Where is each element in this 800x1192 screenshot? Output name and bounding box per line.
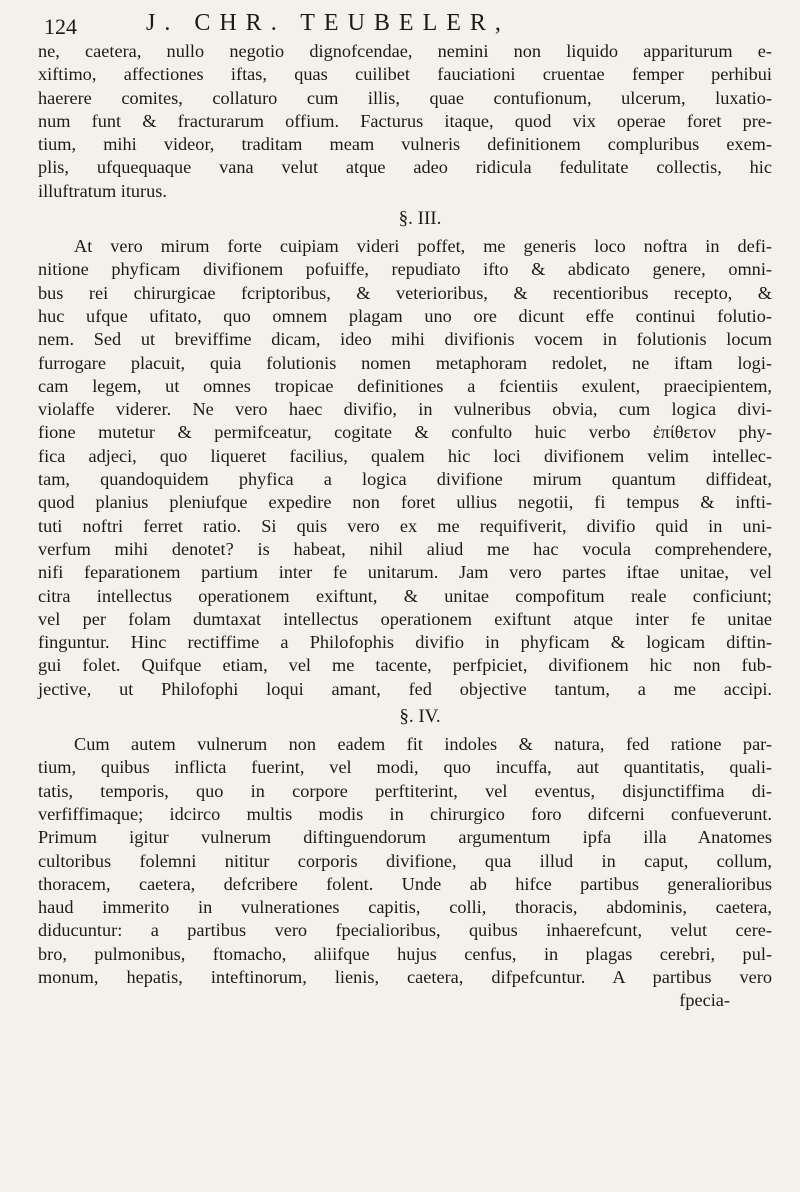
text-line: num funt & fracturarum offium. Facturus itaque, quod vix operae foret pre- (38, 110, 772, 131)
text-line: fione mutetur & permifceatur, cogitate & confulto huic verbo ἐπίθετον phy- (38, 422, 772, 443)
section-heading: §. III. (398, 208, 442, 230)
text-line: nifi feparationem partium inter fe unitarum. Jam vero partes iftae unitae, vel (38, 562, 772, 583)
text-line: ne, caetera, nullo negotio dignofcendae, nemini non liquido appariturum e- (38, 41, 772, 61)
text-line: monum, hepatis, inteftinorum, lienis, caetera, difpefcuntur. A partibus vero (38, 966, 772, 987)
text-line: Primum igitur vulnerum diftinguendorum argumentum ipfa illa Anatomes (38, 827, 772, 848)
text-line: tium, mihi videor, traditam meam vulneris definitionem compluribus exem- (38, 134, 772, 155)
text-line: bus rei chirurgicae fcriptoribus, & veterioribus, & recentioribus recepto, & (38, 282, 772, 303)
text-line: At vero mirum forte cuipiam videri poffet, me generis loco noftra in defi- (74, 236, 772, 257)
catchword: fpecia- (679, 990, 730, 1011)
text-line: furrogare placuit, quia folutionis nomen metaphoram redolet, ne iftam logi- (38, 352, 772, 373)
page-number: 124 (44, 14, 77, 39)
text-line: haud immerito in vulnerationes capitis, colli, thoracis, abdominis, caetera, (38, 897, 772, 918)
text-line: thoracem, caetera, defcribere folent. Unde ab hifce partibus generalioribus (38, 873, 772, 894)
text-line: bro, pulmonibus, ftomacho, aliifque hujus cenfus, in plagas cerebri, pul- (38, 943, 772, 964)
text-line: fica adjeci, quo liqueret facilius, qualem hic loci divifionem velim intellec- (38, 445, 772, 466)
text-line: verfiffimaque; idcirco multis modis in chirurgico foro difcerni confueverunt. (38, 803, 772, 824)
text-line: vel per folam dumtaxat intellectus operationem exiftunt atque inter fe unitae (38, 608, 772, 629)
running-head: J. CHR. TEUBELER, (146, 10, 510, 36)
text-line: finguntur. Hinc rectiffime a Philofophis divifio in phyficam & logicam diftin- (38, 632, 772, 653)
text-line: citra intellectus operationem exiftunt, & unitae compofitum reale conficiunt; (38, 585, 772, 606)
page-header (44, 6, 764, 40)
text-line: illuftratum iturus. (38, 180, 167, 201)
text-line: violaffe viderer. Ne vero haec divifio, in vulneribus obvia, cum logica divi- (38, 399, 772, 420)
text-line: plis, ufquequaque vana velut atque adeo ridicula fedulitate collectis, hic (38, 157, 772, 178)
text-line: nitione phyficam divifionem pofuiffe, repudiato ifto & abdicato genere, omni- (38, 259, 772, 280)
text-line: diducuntur: a partibus vero fpecialioribus, quibus inhaerefcunt, velut cere- (38, 920, 772, 941)
text-line: verfum mihi denotet? is habeat, nihil aliud me hac vocula comprehendere, (38, 538, 772, 559)
text-line: gui folet. Quifque etiam, vel me tacente, perfpiciet, divifionem hic non fub- (38, 655, 772, 676)
text-line: tuti noftri ferret ratio. Si quis vero ex me requifiverit, divifio quid in uni- (38, 515, 772, 536)
section-heading: §. IV. (399, 706, 441, 728)
text-line: quod planius pleniufque expedire non foret ullius negotii, fi tempus & infti- (38, 492, 772, 513)
text-line: xiftimo, affectiones iftas, quas cuilibet fauciationi cruentae femper perhibui (38, 64, 772, 85)
text-line: tatis, temporis, quo in corpore perftiterint, vel eventus, disjunctiffima di- (38, 780, 772, 801)
text-line: cam legem, ut omnes tropicae definitiones a fcientiis exulent, praecipientem, (38, 375, 772, 396)
page-body (38, 40, 772, 1013)
text-line: haerere comites, collaturo cum illis, quae contufionum, ulcerum, luxatio- (38, 87, 772, 108)
text-line: tium, quibus inflicta fuerint, vel modi, quo incuffa, aut quantitatis, quali- (38, 757, 772, 778)
text-line: huc ufque ufitato, quo omnem plagam uno ore dicunt effe continui folutio- (38, 305, 772, 326)
text-line: nem. Sed ut breviffime dicam, ideo mihi divifionis vocem in folutionis locum (38, 329, 772, 350)
text-line: tam, quandoquidem phyfica a logica divifione mirum quantum diffideat, (38, 469, 772, 490)
text-line: jective, ut Philofophi loqui amant, fed objective tantum, a me accipi. (38, 678, 772, 699)
text-line: Cum autem vulnerum non eadem fit indoles & natura, fed ratione par- (74, 734, 772, 755)
text-line: cultoribus folemni nititur corporis divifione, qua illud in caput, collum, (38, 850, 772, 871)
